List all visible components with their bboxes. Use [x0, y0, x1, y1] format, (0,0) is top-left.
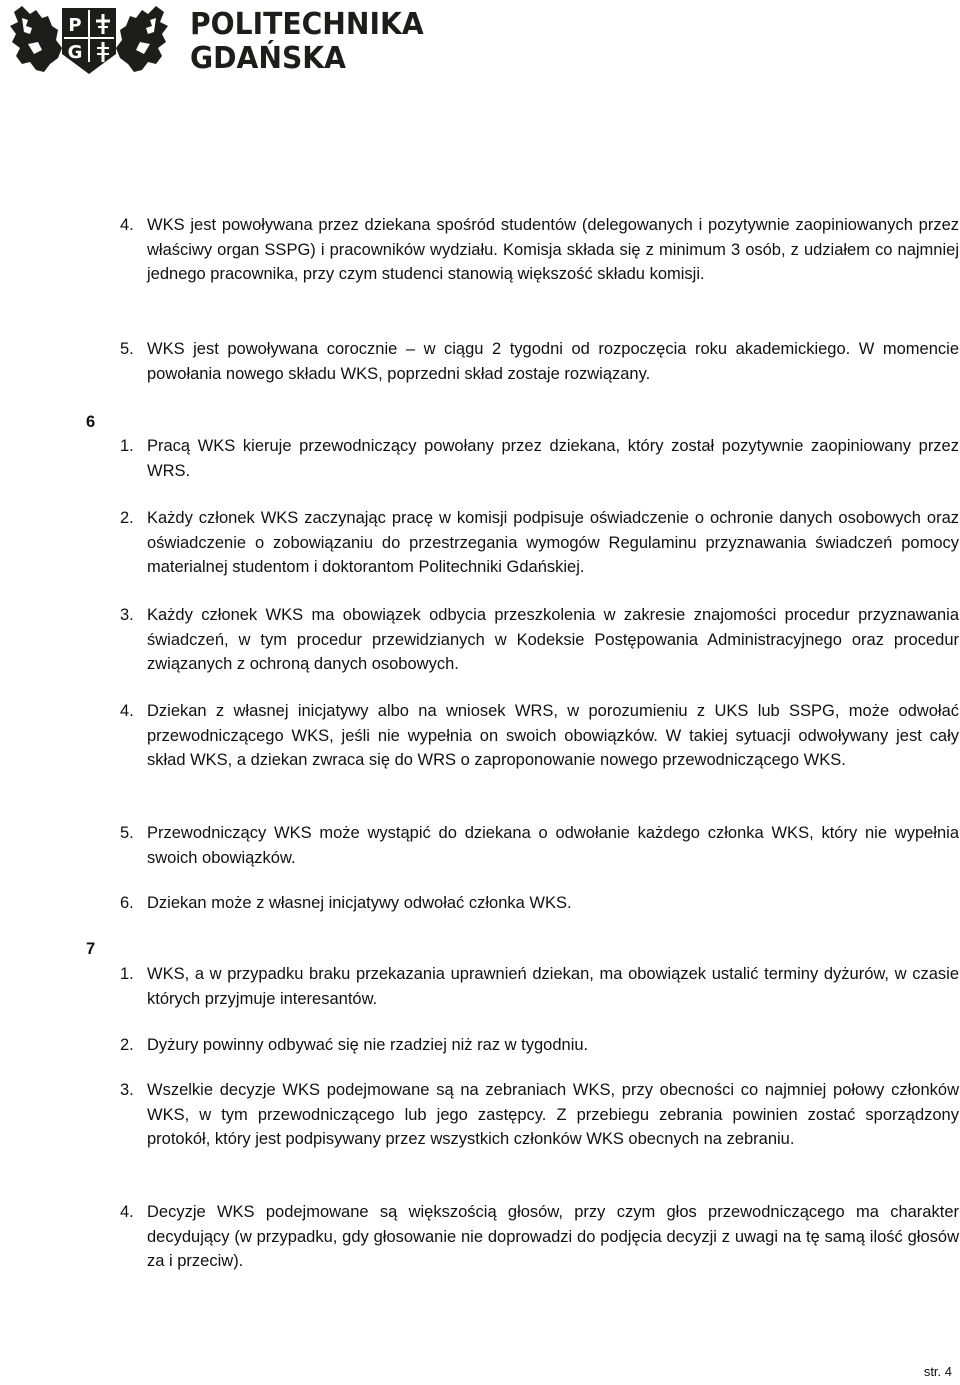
page-number: str. 4 [923, 1364, 952, 1379]
list-item [120, 1033, 959, 1058]
list-item [120, 891, 959, 916]
emblem-letter-g: G [67, 42, 83, 63]
item-text: Wszelkie decyzje WKS podejmowane są na zebraniach WKS, przy obecności co najmniej połowy członków WKS, w tym przewodniczącego lub jego zastępcy. Z przebiegu zebrania powinien zostać sporządzony protokół, który jest podpisywany przez wszystkich członków WKS obecnych na zebraniu. [147, 1081, 959, 1148]
item-number: 1. [120, 965, 134, 983]
list-item [120, 337, 959, 386]
section-number: 6 [86, 413, 96, 431]
list-item [120, 962, 959, 1011]
item-text: Przewodniczący WKS może wystąpić do dziekana o odwołanie każdego członka WKS, który nie wypełnia swoich obowiązków. [147, 824, 959, 867]
item-number: 5. [120, 340, 134, 358]
item-number: 3. [120, 606, 134, 624]
item-number: 1. [120, 437, 134, 455]
item-text: WKS jest powoływana przez dziekana spośród studentów (delegowanych i pozytywnie zaopiniowanych przez właściwy organ SSPG) i pracowników wydziału. Komisja składa się z minimum 3 osób, z udziałem co najmniej jednego pracownika, przy czym studenci stanowią większość składu komisji. [147, 216, 959, 283]
item-number: 4. [120, 1203, 134, 1221]
item-text: Każdy członek WKS ma obowiązek odbycia przeszkolenia w zakresie znajomości procedur przyznawania świadczeń, w tym procedur przewidzianych w Kodeksie Postępowania Administracyjnego oraz procedur związanych z ochroną danych osobowych. [147, 606, 959, 673]
item-text: Dyżury powinny odbywać się nie rzadziej niż raz w tygodniu. [147, 1036, 589, 1054]
item-text: Decyzje WKS podejmowane są większością głosów, przy czym głos przewodniczącego ma charakter decydujący (w przypadku, gdy głosowanie nie doprowadzi do podjęcia decyzji z uwagi na tę samą ilość głosów za i przeciw). [147, 1203, 959, 1270]
item-text: WKS jest powoływana corocznie – w ciągu 2 tygodni od rozpoczęcia roku akademickiego. W momencie powołania nowego składu WKS, poprzedni skład zostaje rozwiązany. [147, 340, 959, 383]
section-number: 7 [86, 940, 96, 958]
university-name-line1: POLITECHNIKA [190, 7, 424, 42]
university-name-line2: GDAŃSKA [190, 41, 346, 76]
item-text: Dziekan może z własnej inicjatywy odwołać członka WKS. [147, 894, 572, 912]
item-number: 4. [120, 216, 134, 234]
list-item [120, 1078, 959, 1152]
item-number: 5. [120, 824, 134, 842]
item-number: 6. [120, 894, 134, 912]
list-item [120, 506, 959, 580]
item-number: 2. [120, 509, 134, 527]
list-item [120, 213, 959, 287]
list-item [120, 603, 959, 677]
list-item [120, 699, 959, 773]
item-text: Dziekan z własnej inicjatywy albo na wniosek WRS, w porozumieniu z UKS lub SSPG, może odwołać przewodniczącego WKS, jeśli nie wypełnia on swoich obowiązków. W takiej sytuacji odwoływany jest cały skład WKS, a dziekan zwraca się do WRS o zaproponowanie nowego przewodniczącego WKS. [147, 702, 959, 769]
list-item [120, 821, 959, 870]
item-number: 2. [120, 1036, 134, 1054]
list-item [120, 434, 959, 483]
item-number: 4. [120, 702, 134, 720]
emblem-letter-p: P [68, 15, 82, 36]
item-text: Każdy członek WKS zaczynając pracę w komisji podpisuje oświadczenie o ochronie danych osobowych oraz oświadczenie o zobowiązaniu do przestrzegania wymogów Regulaminu przyznawania świadczeń pomocy materialnej studentom i doktorantom Politechniki Gdańskiej. [147, 509, 959, 576]
item-text: Pracą WKS kieruje przewodniczący powołany przez dziekana, który został pozytywnie zaopiniowany przez WRS. [147, 437, 959, 480]
list-item [120, 1200, 959, 1274]
item-number: 3. [120, 1081, 134, 1099]
item-text: WKS, a w przypadku braku przekazania uprawnień dziekan, ma obowiązek ustalić terminy dyżurów, w czasie których przyjmuje interesantów. [147, 965, 959, 1008]
